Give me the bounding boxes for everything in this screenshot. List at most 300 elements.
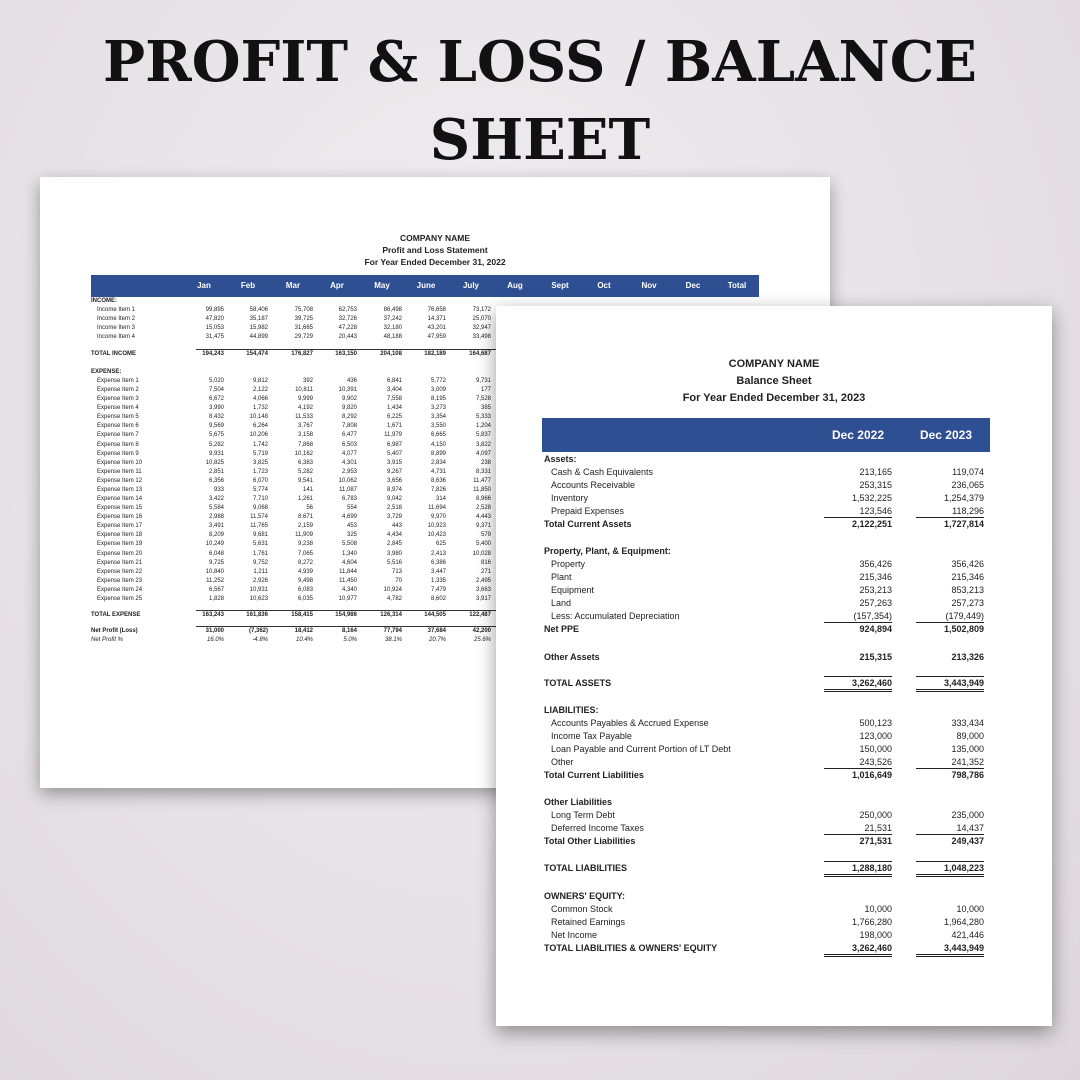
bs-rule (824, 676, 892, 677)
pl-row-value: 8,432 (208, 414, 224, 421)
pl-row-value: 6,477 (341, 432, 357, 439)
pl-row-value: 453 (346, 523, 357, 530)
pl-row-value: 1,732 (252, 405, 268, 412)
bs-row-label: Plant (551, 572, 572, 582)
pl-row-value: 1,723 (252, 468, 268, 475)
pl-row-value: 5,282 (208, 441, 224, 448)
pl-row-value: 32,726 (338, 316, 357, 322)
headline-line-2: SHEET (429, 107, 651, 173)
pl-row-label: Expense Item 13 (97, 486, 143, 493)
pl-statement-title: Profit and Loss Statement (382, 245, 488, 255)
bs-row-label: Total Current Assets (544, 519, 632, 529)
pl-row-value: 436 (346, 378, 357, 384)
bs-row-label: TOTAL LIABILITIES (544, 863, 627, 873)
pl-row-value: 43,201 (427, 325, 446, 331)
pl-row-value: 2,845 (386, 541, 402, 548)
pl-row-value: 5,333 (475, 414, 491, 421)
pl-row-value: 9,931 (208, 450, 224, 457)
bs-row-value-dec-2023: 249,437 (951, 836, 984, 846)
pl-row-value: 8,671 (297, 514, 313, 521)
pl-expense-row (91, 559, 531, 568)
pl-expense-row (91, 504, 531, 513)
pl-expense-row (91, 377, 531, 386)
pl-row-value: 48,188 (383, 334, 402, 340)
pl-row-value: 3,917 (475, 595, 491, 602)
pl-row-value: 4,782 (386, 595, 402, 602)
bs-row (496, 466, 1052, 479)
pl-row-value: 3,663 (475, 586, 491, 593)
pl-row-value: 11,979 (384, 432, 402, 439)
bs-row-value-dec-2022: 198,000 (859, 930, 892, 940)
bs-row (496, 453, 1052, 466)
pl-row-value: 62,753 (338, 307, 357, 313)
pl-row-value: 20,443 (338, 334, 357, 340)
pl-row-value: 163,150 (335, 351, 357, 357)
pl-row-value: 3,354 (430, 414, 446, 421)
pl-row-value: 816 (480, 559, 491, 566)
pl-row-value: 1,828 (208, 595, 224, 602)
pl-row-value: 33,498 (472, 334, 491, 340)
pl-row-value: 8,164 (341, 628, 357, 634)
bs-double-rule (824, 689, 892, 692)
pl-row-value: 6,386 (430, 559, 446, 566)
pl-row-label: Net Profit (Loss) (91, 628, 138, 634)
bs-row-value-dec-2022: 123,000 (859, 731, 892, 741)
pl-row-value: 6,035 (297, 595, 313, 602)
pl-expense-row (91, 468, 531, 477)
pl-expense-row (91, 450, 531, 459)
pl-row-value: 177 (480, 387, 491, 394)
bs-row-label: Land (551, 598, 572, 608)
pl-row-value: 9,902 (341, 396, 357, 403)
pl-row-value: 8,899 (430, 450, 446, 457)
pl-row-value: 9,541 (297, 477, 313, 484)
bs-double-rule (916, 954, 984, 957)
bs-row (496, 623, 1052, 636)
pl-row-value: 10,977 (338, 595, 357, 602)
pl-row-value: 163,243 (202, 612, 224, 618)
pl-row-value: 182,189 (424, 351, 446, 357)
pl-row-value: 7,826 (430, 486, 446, 493)
pl-row-label: Expense Item 14 (97, 496, 143, 503)
pl-row-value: 25,070 (472, 316, 491, 322)
bs-row-value-dec-2022: 1,532,225 (851, 493, 892, 503)
pl-row-value: 8,602 (430, 595, 446, 602)
pl-row-value: 3,656 (386, 477, 402, 484)
bs-row-value-dec-2023: 235,000 (951, 810, 984, 820)
pl-row-value: 392 (302, 378, 313, 384)
pl-row-value: 554 (346, 505, 357, 512)
headline-line-1: PROFIT & LOSS / BALANCE (103, 29, 977, 95)
pl-month-9: Oct (597, 281, 611, 290)
pl-row-value: 4,699 (341, 514, 357, 521)
bs-row-value-dec-2023: 1,048,223 (943, 863, 984, 873)
pl-row-value: 6,070 (252, 477, 268, 484)
pl-row-label: Expense Item 6 (97, 423, 139, 430)
pl-row-value: 6,567 (208, 586, 224, 593)
bs-row-label: Equipment (551, 585, 595, 595)
pl-row-value: 3,980 (386, 550, 402, 557)
bs-row-value-dec-2022: 3,262,460 (851, 678, 892, 688)
pl-row-value: 10,811 (295, 387, 313, 394)
pl-row-value: 4,066 (252, 396, 268, 403)
pl-row-value: 10,162 (294, 450, 313, 457)
bs-row (496, 597, 1052, 610)
bs-row-value-dec-2022: 253,315 (859, 480, 892, 490)
pl-row-value: 6,672 (208, 396, 224, 403)
bs-row-value-dec-2023: 215,346 (951, 572, 984, 582)
pl-row-value: 9,042 (386, 496, 402, 503)
bs-rule (824, 861, 892, 862)
pl-month-4: May (374, 281, 390, 290)
pl-row-value: 7,065 (297, 550, 313, 557)
pl-row-value: 10,249 (205, 541, 224, 548)
pl-row-value: 39,725 (294, 316, 313, 322)
bs-row (496, 903, 1052, 916)
bs-row-value-dec-2023: 853,213 (951, 585, 984, 595)
pl-row-value: 8,195 (430, 396, 446, 403)
pl-row-value: 625 (435, 541, 446, 548)
pl-row-value: 2,926 (252, 577, 268, 584)
pl-row-label: Expense Item 12 (97, 477, 143, 484)
pl-row-value: 10,924 (383, 586, 402, 593)
bs-double-rule (916, 689, 984, 692)
pl-row-value: 11,477 (473, 477, 491, 484)
pl-income-heading (91, 297, 531, 306)
pl-row-value: 9,371 (475, 523, 491, 530)
pl-month-8: Sept (551, 281, 569, 290)
pl-row-value: 42,200 (472, 628, 491, 634)
pl-total-expense-row (91, 611, 531, 620)
pl-row-value: 144,505 (424, 612, 446, 618)
bs-row-value-dec-2022: (157,354) (853, 611, 892, 621)
pl-row-value: 20.7% (428, 637, 446, 643)
bs-row-value-dec-2022: 1,016,649 (851, 770, 892, 780)
bs-row-value-dec-2023: 14,437 (956, 823, 984, 833)
bs-row-value-dec-2023: 1,254,379 (943, 493, 984, 503)
pl-month-11: Dec (685, 281, 701, 290)
pl-row-value: -4.8% (252, 637, 268, 643)
pl-row-label: Expense Item 21 (97, 559, 143, 566)
pl-row-value: 77,794 (383, 628, 402, 634)
pl-row-value: 56 (306, 505, 313, 512)
pl-row-value: 5,400 (475, 541, 491, 548)
pl-row-value: 16.0% (206, 637, 224, 643)
pl-row-value: 3,825 (252, 459, 268, 466)
pl-row-value: 4,939 (297, 568, 313, 575)
pl-row-value: 10.4% (295, 637, 313, 643)
pl-row-value: 47,959 (427, 334, 446, 340)
pl-row-value: 10,028 (472, 550, 491, 557)
pl-row-value: 1,434 (386, 405, 402, 412)
pl-row-label: Expense Item 18 (97, 532, 143, 539)
pl-row-label: Expense Item 2 (97, 387, 139, 394)
bs-row-value-dec-2023: 3,443,949 (943, 678, 984, 688)
pl-row-value: 3,447 (430, 568, 446, 575)
bs-row-value-dec-2022: 3,262,460 (851, 943, 892, 953)
pl-income-row (91, 324, 531, 333)
pl-row-value: 10,391 (338, 387, 357, 394)
pl-row-label: Expense Item 16 (97, 514, 143, 521)
pl-row-value: 18,412 (294, 628, 313, 634)
pl-row-value: 271 (480, 568, 491, 575)
pl-row-value: 6,503 (341, 441, 357, 448)
pl-row-value: 5,516 (386, 559, 402, 566)
pl-row-value: 10,062 (338, 477, 357, 484)
bs-row-value-dec-2022: 271,531 (859, 836, 892, 846)
bs-row-value-dec-2022: 10,000 (864, 904, 892, 914)
pl-row-value: 10,623 (249, 595, 268, 602)
pl-row-value: 1,211 (253, 568, 268, 575)
bs-row-value-dec-2022: 2,122,251 (851, 519, 892, 529)
pl-row-value: 6,083 (297, 586, 313, 593)
pl-row-value: 9,725 (208, 559, 224, 566)
pl-row-value: 8,636 (430, 477, 446, 484)
bs-row (496, 929, 1052, 942)
pl-row-value: 4,340 (341, 586, 357, 593)
pl-row-value: 3,491 (208, 523, 224, 530)
pl-row-value: 5,675 (208, 432, 224, 439)
pl-month-0: Jan (197, 281, 211, 290)
pl-row-value: 75,708 (294, 307, 313, 313)
pl-expense-row (91, 413, 531, 422)
pl-month-10: Nov (641, 281, 657, 290)
bs-row (496, 835, 1052, 848)
bs-row-value-dec-2023: 118,296 (952, 506, 984, 516)
bs-row-label: OWNERS' EQUITY: (544, 891, 625, 901)
pl-row-label: Expense Item 17 (97, 523, 143, 530)
bs-row-value-dec-2022: 1,766,280 (851, 917, 892, 927)
bs-row-label: Accounts Payables & Accrued Expense (551, 718, 709, 728)
pl-row-value: 10,923 (427, 523, 446, 530)
bs-row-value-dec-2023: 135,000 (951, 744, 984, 754)
pl-row-value: 5,508 (341, 541, 357, 548)
bs-row-value-dec-2023: 89,000 (956, 731, 984, 741)
bs-row-value-dec-2022: 1,288,180 (851, 863, 892, 873)
bs-row (496, 704, 1052, 717)
pl-row-value: 10,423 (427, 532, 446, 539)
pl-row-value: 10,206 (249, 432, 268, 439)
bs-row-value-dec-2023: 798,786 (951, 770, 984, 780)
pl-row-value: 6,783 (341, 496, 357, 503)
pl-row-value: 933 (213, 486, 224, 493)
bs-row-value-dec-2022: 253,213 (859, 585, 892, 595)
bs-row-value-dec-2022: 123,546 (859, 506, 892, 516)
pl-row-value: 3,767 (297, 423, 313, 430)
pl-row-label: Expense Item 20 (97, 550, 143, 557)
pl-row-value: 2,122 (252, 387, 268, 394)
pl-row-value: 73,172 (472, 307, 491, 313)
pl-expense-row (91, 586, 531, 595)
bs-row-label: Total Current Liabilities (544, 770, 644, 780)
pl-income-row (91, 315, 531, 324)
pl-row-value: 5,584 (208, 505, 224, 512)
pl-row-value: 6,048 (208, 550, 224, 557)
pl-row-value: 9,731 (475, 378, 491, 384)
bs-row-value-dec-2023: 1,964,280 (943, 917, 984, 927)
pl-row-label: Net Profit % (91, 637, 124, 643)
pl-row-label: Expense Item 11 (97, 468, 142, 475)
pl-month-header (91, 275, 759, 297)
pl-row-value: 35,187 (249, 316, 268, 322)
pl-row-value: 6,225 (386, 414, 402, 421)
pl-row-value: 11,087 (339, 486, 357, 493)
bs-col-dec-2023: Dec 2023 (919, 428, 972, 442)
pl-row-value: 58,406 (249, 307, 268, 313)
pl-expense-row (91, 441, 531, 450)
pl-row-value: 9,970 (430, 514, 446, 521)
pl-row-value: 204,108 (380, 351, 402, 357)
pl-income-row (91, 306, 531, 315)
pl-row-label: Income Item 3 (97, 325, 136, 331)
bs-row-label: Property, Plant, & Equipment: (544, 546, 671, 556)
pl-row-value: 161,836 (246, 612, 268, 618)
pl-row-value: 3,915 (386, 459, 402, 466)
pl-row-value: 1,261 (297, 496, 313, 503)
pl-row-value: 713 (391, 568, 402, 575)
pl-row-value: 10,825 (205, 459, 224, 466)
bs-row-value-dec-2023: 257,273 (951, 598, 984, 608)
pl-row-value: 4,604 (341, 559, 357, 566)
pl-row-label: Expense Item 3 (97, 396, 139, 403)
pl-row-value: 1,335 (430, 577, 446, 584)
pl-row-value: 4,192 (297, 405, 313, 412)
pl-row-value: 1,761 (252, 550, 268, 557)
pl-row-value: 3,990 (208, 405, 224, 412)
bs-row-label: Income Tax Payable (551, 731, 632, 741)
bs-row-label: LIABILITIES: (544, 705, 599, 715)
pl-expense-row (91, 386, 531, 395)
bs-row-value-dec-2022: 356,426 (859, 559, 892, 569)
pl-row-value: 8,272 (297, 559, 313, 566)
pl-row-value: 11,694 (428, 505, 446, 512)
bs-row-label: Prepaid Expenses (551, 506, 625, 516)
bs-column-header (542, 418, 990, 452)
pl-row-value: 31,665 (294, 325, 313, 331)
bs-row-label: Less: Accumulated Depreciation (551, 611, 680, 621)
pl-row-value: 8,292 (341, 414, 357, 421)
pl-row-value: 176,827 (291, 351, 313, 357)
pl-row-value: 9,999 (297, 396, 313, 403)
pl-row-label: Expense Item 1 (97, 378, 139, 384)
bs-row-label: Net PPE (544, 624, 580, 634)
pl-row-value: 2,834 (430, 459, 446, 466)
pl-row-value: 10,840 (205, 568, 224, 575)
bs-double-rule (824, 954, 892, 957)
bs-row (496, 809, 1052, 822)
pl-row-value: 164,687 (469, 351, 491, 357)
bs-row-value-dec-2022: 150,000 (859, 744, 892, 754)
pl-row-value: 8,974 (386, 486, 402, 493)
pl-row-value: 31,000 (205, 628, 224, 634)
bs-row (496, 916, 1052, 929)
bs-row-label: Cash & Cash Equivalents (551, 467, 654, 477)
pl-row-value: 86,498 (383, 307, 402, 313)
bs-row (496, 558, 1052, 571)
pl-row-value: 9,569 (208, 423, 224, 430)
bs-row-value-dec-2022: 250,000 (859, 810, 892, 820)
pl-row-value: 3,273 (430, 405, 446, 412)
pl-row-value: 122,487 (469, 612, 491, 618)
pl-row-value: 141 (302, 486, 313, 493)
bs-row (496, 730, 1052, 743)
pl-expense-row (91, 595, 531, 604)
pl-row-value: 11,450 (339, 577, 357, 584)
pl-row-value: 29,729 (294, 334, 313, 340)
pl-row-value: 10,148 (249, 414, 268, 421)
bs-row-value-dec-2022: 215,315 (859, 652, 892, 662)
bs-row-label: Long Term Debt (551, 810, 615, 820)
bs-row-label: Property (551, 559, 586, 569)
pl-row-value: 1,742 (252, 441, 268, 448)
pl-row-value: 7,558 (386, 396, 402, 403)
bs-row (496, 717, 1052, 730)
pl-row-label: Expense Item 24 (97, 586, 143, 593)
pl-row-value: 38.1% (384, 637, 402, 643)
pl-month-2: Mar (285, 281, 301, 290)
pl-row-label: Expense Item 7 (97, 432, 139, 439)
pl-expense-row (91, 513, 531, 522)
pl-row-value: 9,267 (386, 468, 402, 475)
pl-row-value: 76,658 (427, 307, 446, 313)
pl-row-value: 2,495 (475, 577, 491, 584)
pl-row-value: 37,684 (427, 628, 446, 634)
pl-row-value: 31,475 (205, 334, 224, 340)
bs-rule (916, 861, 984, 862)
bs-row-value-dec-2022: 215,346 (859, 572, 892, 582)
pl-row-value: 325 (346, 532, 357, 539)
pl-row-value: 15,982 (249, 325, 268, 331)
bs-row-value-dec-2022: 213,165 (859, 467, 892, 477)
pl-row-value: 238 (480, 459, 491, 466)
pl-expense-row (91, 404, 531, 413)
pl-row-value: 44,899 (249, 334, 268, 340)
bs-rule (916, 676, 984, 677)
pl-row-value: 385 (480, 405, 491, 412)
pl-row-value: 2,518 (386, 505, 402, 512)
bs-row-value-dec-2022: 257,263 (859, 598, 892, 608)
pl-row-value: 11,574 (250, 514, 268, 521)
bs-row-value-dec-2023: 119,074 (952, 467, 984, 477)
pl-row-value: 1,204 (475, 423, 491, 430)
pl-row-value: 37,242 (383, 316, 402, 322)
bs-row-value-dec-2022: 500,123 (859, 718, 892, 728)
pl-row-label: Income Item 4 (97, 334, 136, 340)
pl-row-value: 47,820 (205, 316, 224, 322)
bs-col-dec-2022: Dec 2022 (831, 428, 884, 442)
bs-row (496, 651, 1052, 664)
pl-row-value: 2,988 (208, 514, 224, 521)
pl-row-value: 5,407 (386, 450, 402, 457)
pl-row-value: 5.0% (343, 637, 357, 643)
pl-row-value: (7,362) (248, 628, 268, 634)
pl-row-value: 4,434 (386, 532, 402, 539)
pl-expense-row (91, 522, 531, 531)
pl-row-value: 9,812 (252, 378, 268, 384)
bs-row-label: Inventory (551, 493, 589, 503)
pl-row-label: Expense Item 9 (97, 450, 139, 457)
pl-row-value: 7,479 (430, 586, 446, 593)
pl-row-value: 5,774 (252, 486, 268, 493)
pl-row-label: Expense Item 23 (97, 577, 143, 584)
pl-row-value: 6,665 (430, 432, 446, 439)
pl-expense-row (91, 550, 531, 559)
pl-row-label: Expense Item 4 (97, 405, 139, 412)
pl-row-label: Expense Item 10 (97, 459, 143, 466)
pl-row-value: 6,841 (386, 378, 402, 384)
bs-row (496, 890, 1052, 903)
pl-row-value: 6,356 (208, 477, 224, 484)
